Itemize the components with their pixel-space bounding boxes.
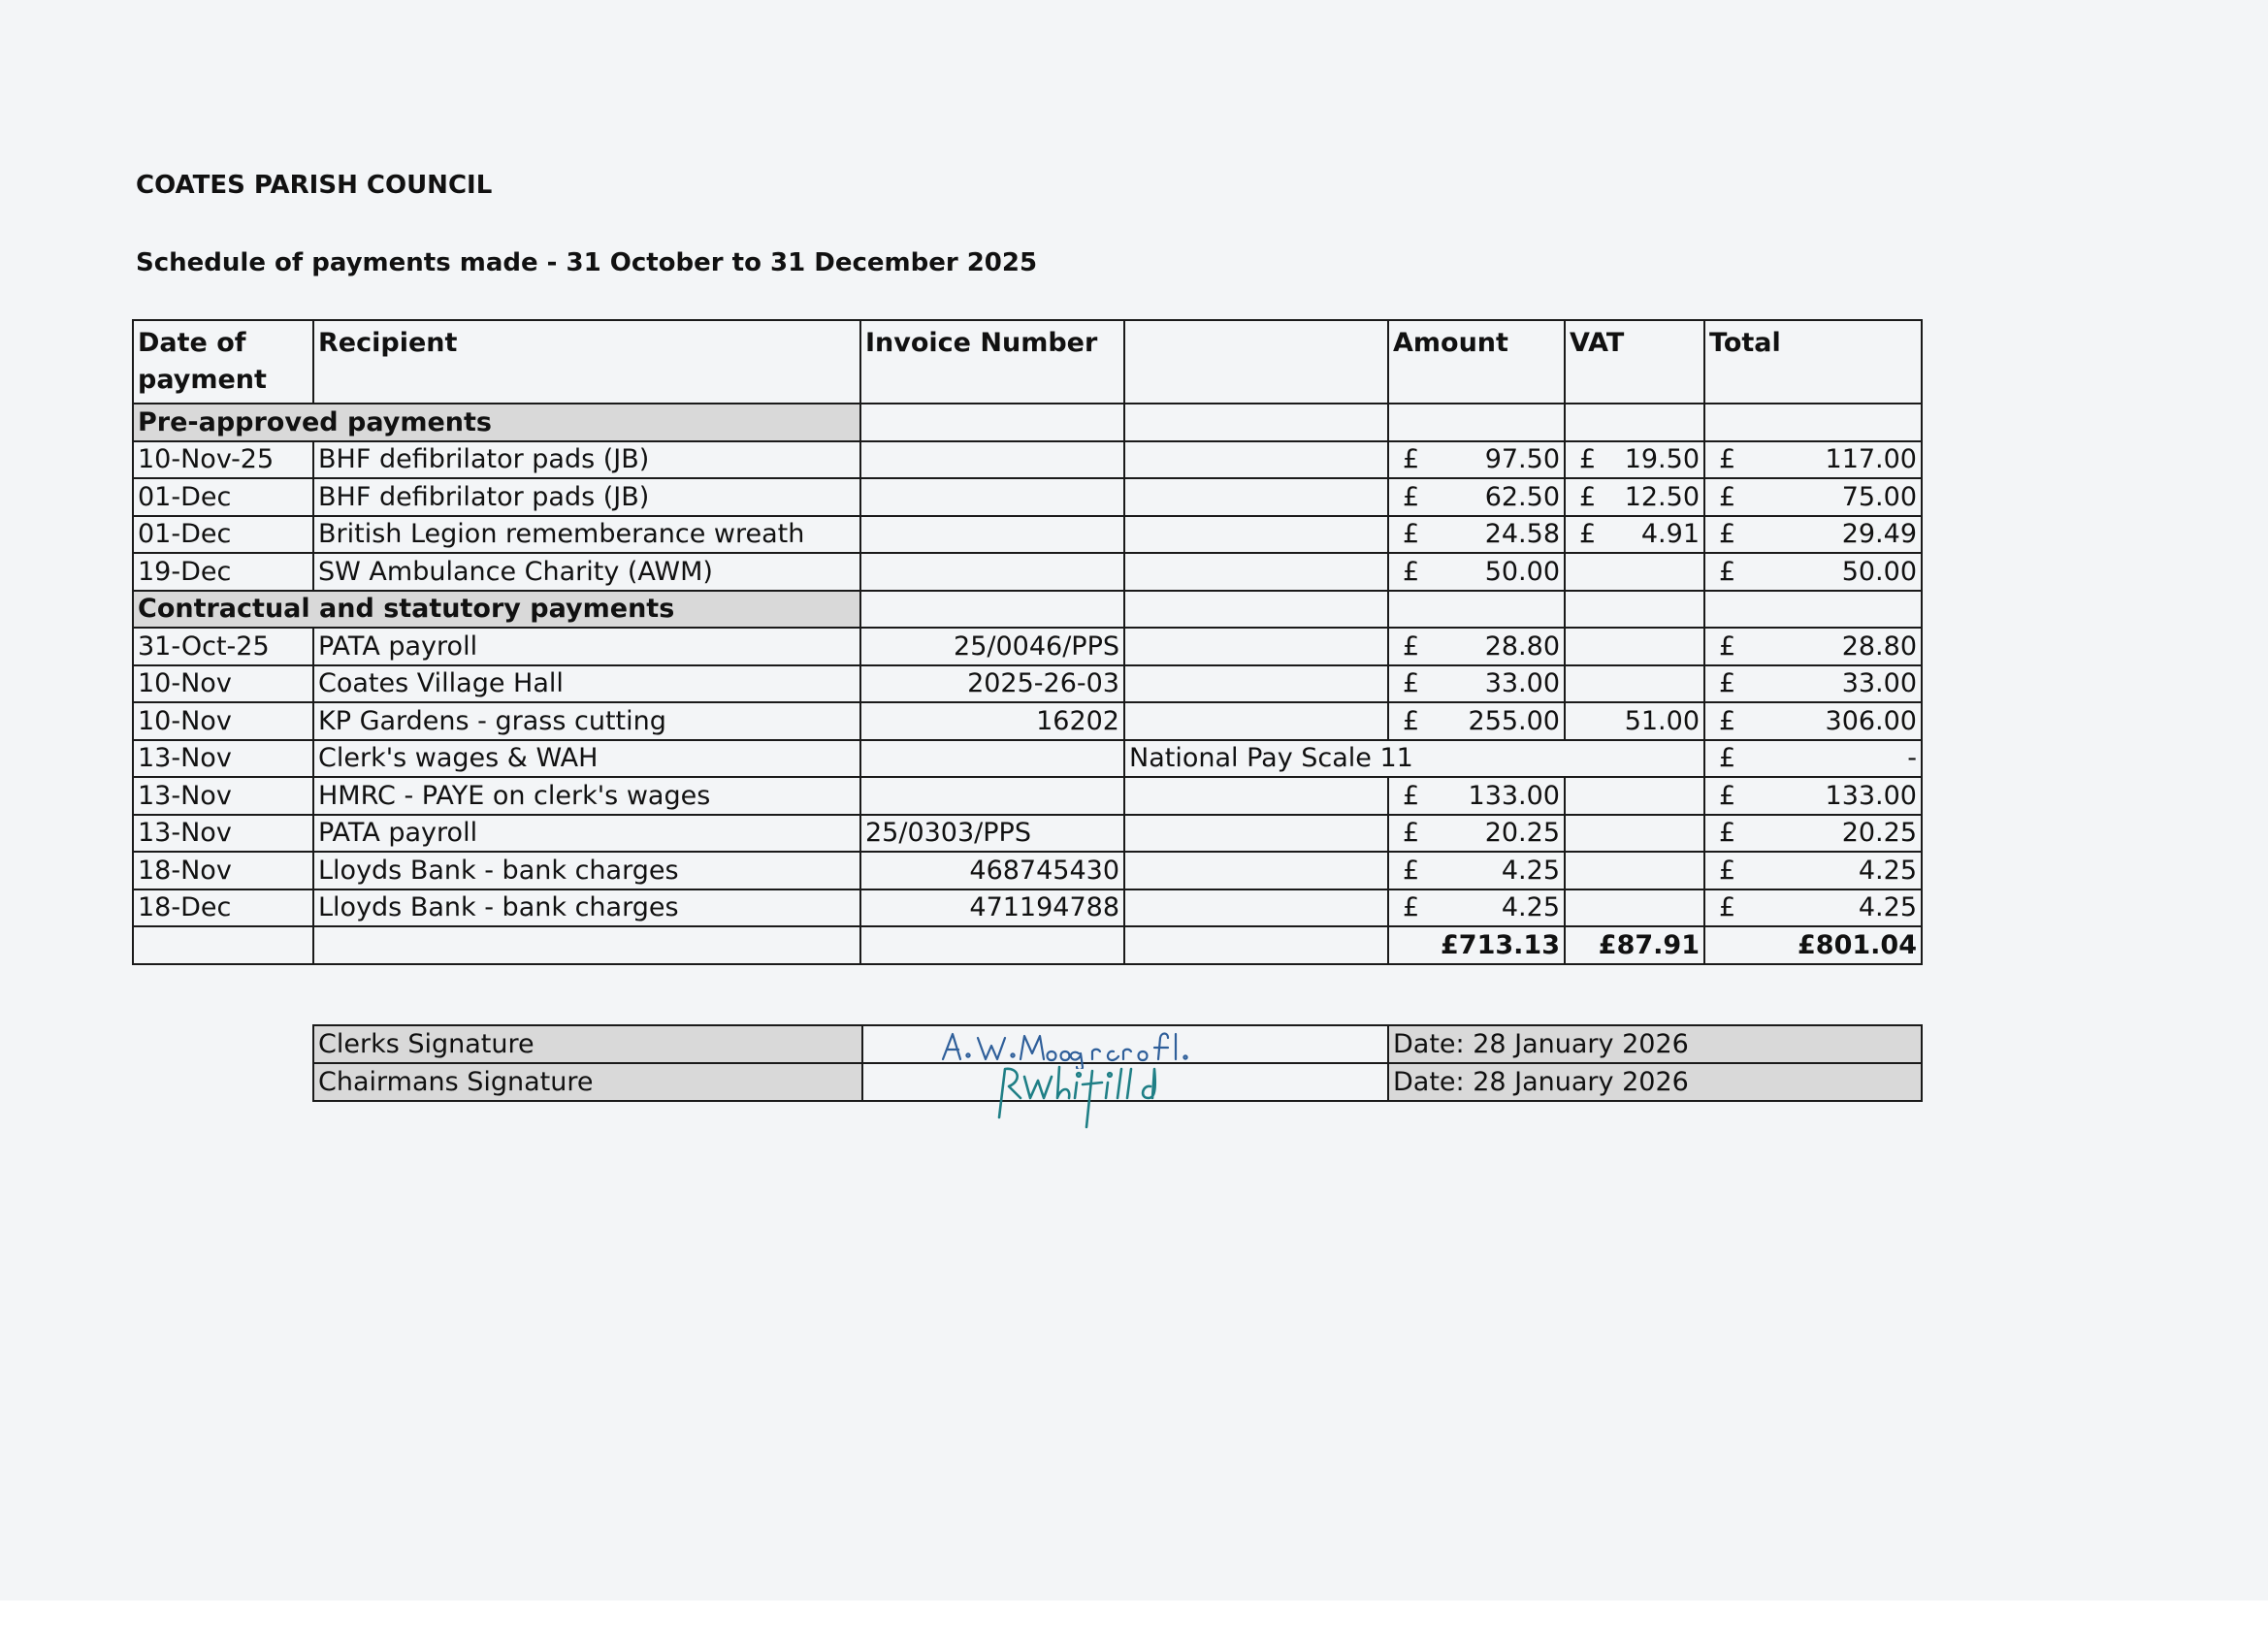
totals-row — [133, 926, 1922, 964]
money-value: 4.25 — [1858, 892, 1917, 923]
col-header-vat: VAT — [1565, 320, 1704, 404]
cell-invoice — [860, 516, 1124, 554]
currency-symbol: £ — [1403, 855, 1420, 886]
section-title: Contractual and statutory payments — [133, 591, 860, 629]
money-value: 24.58 — [1484, 519, 1560, 550]
cell-date: 10-Nov — [133, 665, 313, 703]
currency-symbol: £ — [1403, 668, 1420, 699]
cell-total — [1704, 815, 1922, 853]
money-value: - — [1907, 743, 1917, 774]
cell-total — [1704, 628, 1922, 665]
money-value: 20.25 — [1841, 818, 1917, 849]
cell-vat — [1565, 516, 1704, 554]
money-value: 28.80 — [1484, 630, 1560, 662]
total-vat: £87.91 — [1565, 926, 1704, 964]
currency-symbol: £ — [1719, 556, 1736, 587]
cell-recipient: PATA payroll — [313, 628, 860, 665]
empty-cell — [1124, 926, 1388, 964]
money-value: 62.50 — [1484, 481, 1560, 512]
cell-invoice — [860, 740, 1124, 778]
currency-symbol: £ — [1719, 668, 1736, 699]
money-value: 306.00 — [1825, 705, 1917, 736]
clerk-signature-row — [313, 1025, 1922, 1063]
cell-date: 13-Nov — [133, 740, 313, 778]
cell-total — [1704, 702, 1922, 740]
header-row — [133, 320, 1922, 404]
cell-vat — [1565, 702, 1704, 740]
money-value: 12.50 — [1624, 481, 1700, 512]
cell-vat — [1565, 852, 1704, 889]
cell-invoice — [860, 777, 1124, 815]
cell-recipient: Coates Village Hall — [313, 665, 860, 703]
currency-symbol: £ — [1719, 519, 1736, 550]
cell-amount — [1388, 628, 1565, 665]
money-value: 4.25 — [1501, 892, 1560, 923]
cell-vat — [1565, 478, 1704, 516]
money-value: 29.49 — [1841, 519, 1917, 550]
cell-vat — [1565, 553, 1704, 591]
currency-symbol: £ — [1403, 556, 1420, 587]
cell-date: 31-Oct-25 — [133, 628, 313, 665]
currency-symbol: £ — [1719, 743, 1736, 774]
cell-recipient: British Legion rememberance wreath — [313, 516, 860, 554]
empty-cell — [860, 404, 1124, 441]
cell-total — [1704, 478, 1922, 516]
cell-amount — [1388, 815, 1565, 853]
cell-total — [1704, 740, 1922, 778]
cell-total — [1704, 852, 1922, 889]
cell-recipient: Lloyds Bank - bank charges — [313, 889, 860, 927]
cell-recipient: Lloyds Bank - bank charges — [313, 852, 860, 889]
cell-invoice — [860, 441, 1124, 479]
cell-date: 13-Nov — [133, 777, 313, 815]
empty-cell — [1388, 404, 1565, 441]
empty-cell — [860, 591, 1124, 629]
cell-recipient: KP Gardens - grass cutting — [313, 702, 860, 740]
chair-signature-date: Date: 28 January 2026 — [1388, 1063, 1922, 1101]
cell-note — [1124, 702, 1388, 740]
cell-total — [1704, 665, 1922, 703]
currency-symbol: £ — [1719, 780, 1736, 811]
cell-invoice: 2025-26-03 — [860, 665, 1124, 703]
table-row — [133, 852, 1922, 889]
cell-amount — [1388, 553, 1565, 591]
cell-date: 18-Nov — [133, 852, 313, 889]
page-bottom-strip — [0, 1600, 2268, 1649]
table-row — [133, 628, 1922, 665]
col-header-total: Total — [1704, 320, 1922, 404]
cell-note — [1124, 777, 1388, 815]
cell-date: 01-Dec — [133, 478, 313, 516]
cell-date: 19-Dec — [133, 553, 313, 591]
cell-vat — [1565, 815, 1704, 853]
cell-invoice: 471194788 — [860, 889, 1124, 927]
money-value: 4.25 — [1501, 855, 1560, 886]
currency-symbol: £ — [1403, 481, 1420, 512]
currency-symbol: £ — [1403, 519, 1420, 550]
table-row — [133, 665, 1922, 703]
cell-amount — [1388, 441, 1565, 479]
cell-note — [1124, 889, 1388, 927]
currency-symbol: £ — [1719, 818, 1736, 849]
table-row — [133, 815, 1922, 853]
currency-symbol: £ — [1719, 630, 1736, 662]
col-header-invoice: Invoice Number — [860, 320, 1124, 404]
money-value: 28.80 — [1841, 630, 1917, 662]
cell-recipient: Clerk's wages & WAH — [313, 740, 860, 778]
currency-symbol: £ — [1579, 481, 1597, 512]
currency-symbol: £ — [1579, 444, 1597, 475]
cell-recipient: BHF defibrilator pads (JB) — [313, 478, 860, 516]
cell-recipient: SW Ambulance Charity (AWM) — [313, 553, 860, 591]
empty-cell — [1565, 404, 1704, 441]
cell-note — [1124, 441, 1388, 479]
section-row — [133, 591, 1922, 629]
cell-total — [1704, 441, 1922, 479]
money-value: 19.50 — [1624, 444, 1700, 475]
table-row — [133, 702, 1922, 740]
empty-cell — [1565, 591, 1704, 629]
clerk-signature-date: Date: 28 January 2026 — [1388, 1025, 1922, 1063]
cell-date: 01-Dec — [133, 516, 313, 554]
currency-symbol: £ — [1403, 892, 1420, 923]
money-value: 50.00 — [1484, 556, 1560, 587]
table-row — [133, 516, 1922, 554]
currency-symbol: £ — [1719, 481, 1736, 512]
currency-symbol: £ — [1403, 444, 1420, 475]
cell-date: 13-Nov — [133, 815, 313, 853]
cell-vat — [1565, 777, 1704, 815]
schedule-title: Schedule of payments made - 31 October to 31 December 2025 — [136, 248, 1038, 277]
cell-recipient: HMRC - PAYE on clerk's wages — [313, 777, 860, 815]
cell-invoice: 16202 — [860, 702, 1124, 740]
cell-recipient: PATA payroll — [313, 815, 860, 853]
chair-signature-row — [313, 1063, 1922, 1101]
cell-invoice: 468745430 — [860, 852, 1124, 889]
table-row — [133, 553, 1922, 591]
cell-total — [1704, 777, 1922, 815]
money-value: 97.50 — [1484, 444, 1560, 475]
cell-amount — [1388, 852, 1565, 889]
empty-cell — [1124, 591, 1388, 629]
clerk-signature-label: Clerks Signature — [313, 1025, 862, 1063]
cell-amount — [1388, 516, 1565, 554]
cell-note — [1124, 478, 1388, 516]
col-header-note — [1124, 320, 1388, 404]
cell-date: 10-Nov — [133, 702, 313, 740]
cell-vat — [1565, 628, 1704, 665]
empty-cell — [860, 926, 1124, 964]
payments-table — [132, 319, 1923, 965]
money-value: 4.25 — [1858, 855, 1917, 886]
currency-symbol: £ — [1579, 519, 1597, 550]
empty-cell — [313, 926, 860, 964]
empty-cell — [1124, 404, 1388, 441]
money-value: 4.91 — [1640, 519, 1700, 550]
currency-symbol: £ — [1719, 705, 1736, 736]
empty-cell — [1388, 591, 1565, 629]
empty-cell — [133, 926, 313, 964]
cell-invoice: 25/0303/PPS — [860, 815, 1124, 853]
chair-signature-label: Chairmans Signature — [313, 1063, 862, 1101]
money-value: 20.25 — [1484, 818, 1560, 849]
currency-symbol: £ — [1719, 892, 1736, 923]
cell-vat — [1565, 441, 1704, 479]
cell-date: 10-Nov-25 — [133, 441, 313, 479]
cell-note — [1124, 553, 1388, 591]
col-header-recipient: Recipient — [313, 320, 860, 404]
cell-amount — [1388, 665, 1565, 703]
table-row — [133, 777, 1922, 815]
cell-total — [1704, 553, 1922, 591]
cell-note: National Pay Scale 11 — [1124, 740, 1704, 778]
cell-total — [1704, 889, 1922, 927]
cell-note — [1124, 665, 1388, 703]
cell-date: 18-Dec — [133, 889, 313, 927]
currency-symbol: £ — [1403, 630, 1420, 662]
cell-total — [1704, 516, 1922, 554]
section-title: Pre-approved payments — [133, 404, 860, 441]
table-row — [133, 889, 1922, 927]
money-value: 117.00 — [1825, 444, 1917, 475]
currency-symbol: £ — [1719, 444, 1736, 475]
table-row — [133, 478, 1922, 516]
money-value: 133.00 — [1468, 780, 1560, 811]
cell-invoice — [860, 553, 1124, 591]
council-name: COATES PARISH COUNCIL — [136, 171, 493, 200]
money-value: 255.00 — [1468, 705, 1560, 736]
section-row — [133, 404, 1922, 441]
cell-amount — [1388, 702, 1565, 740]
money-value: 75.00 — [1841, 481, 1917, 512]
money-value: 33.00 — [1484, 668, 1560, 699]
cell-note — [1124, 628, 1388, 665]
cell-amount — [1388, 478, 1565, 516]
cell-invoice: 25/0046/PPS — [860, 628, 1124, 665]
cell-amount — [1388, 889, 1565, 927]
signatures-table — [312, 1024, 1923, 1102]
cell-amount — [1388, 777, 1565, 815]
clerk-signature-cell — [862, 1025, 1388, 1063]
currency-symbol: £ — [1403, 780, 1420, 811]
col-header-amount: Amount — [1388, 320, 1565, 404]
money-value: 33.00 — [1841, 668, 1917, 699]
cell-note — [1124, 852, 1388, 889]
cell-note — [1124, 815, 1388, 853]
table-row — [133, 740, 1922, 778]
total-total: £801.04 — [1704, 926, 1922, 964]
currency-symbol: £ — [1403, 705, 1420, 736]
currency-symbol: £ — [1719, 855, 1736, 886]
total-amount: £713.13 — [1388, 926, 1565, 964]
cell-vat — [1565, 889, 1704, 927]
empty-cell — [1704, 591, 1922, 629]
cell-vat — [1565, 665, 1704, 703]
cell-note — [1124, 516, 1388, 554]
cell-recipient: BHF defibrilator pads (JB) — [313, 441, 860, 479]
chair-signature-cell — [862, 1063, 1388, 1101]
cell-invoice — [860, 478, 1124, 516]
money-value: 133.00 — [1825, 780, 1917, 811]
currency-symbol: £ — [1403, 818, 1420, 849]
col-header-date: Date of payment — [133, 320, 313, 404]
money-value: 50.00 — [1841, 556, 1917, 587]
money-value: 51.00 — [1624, 705, 1700, 736]
table-row — [133, 441, 1922, 479]
empty-cell — [1704, 404, 1922, 441]
